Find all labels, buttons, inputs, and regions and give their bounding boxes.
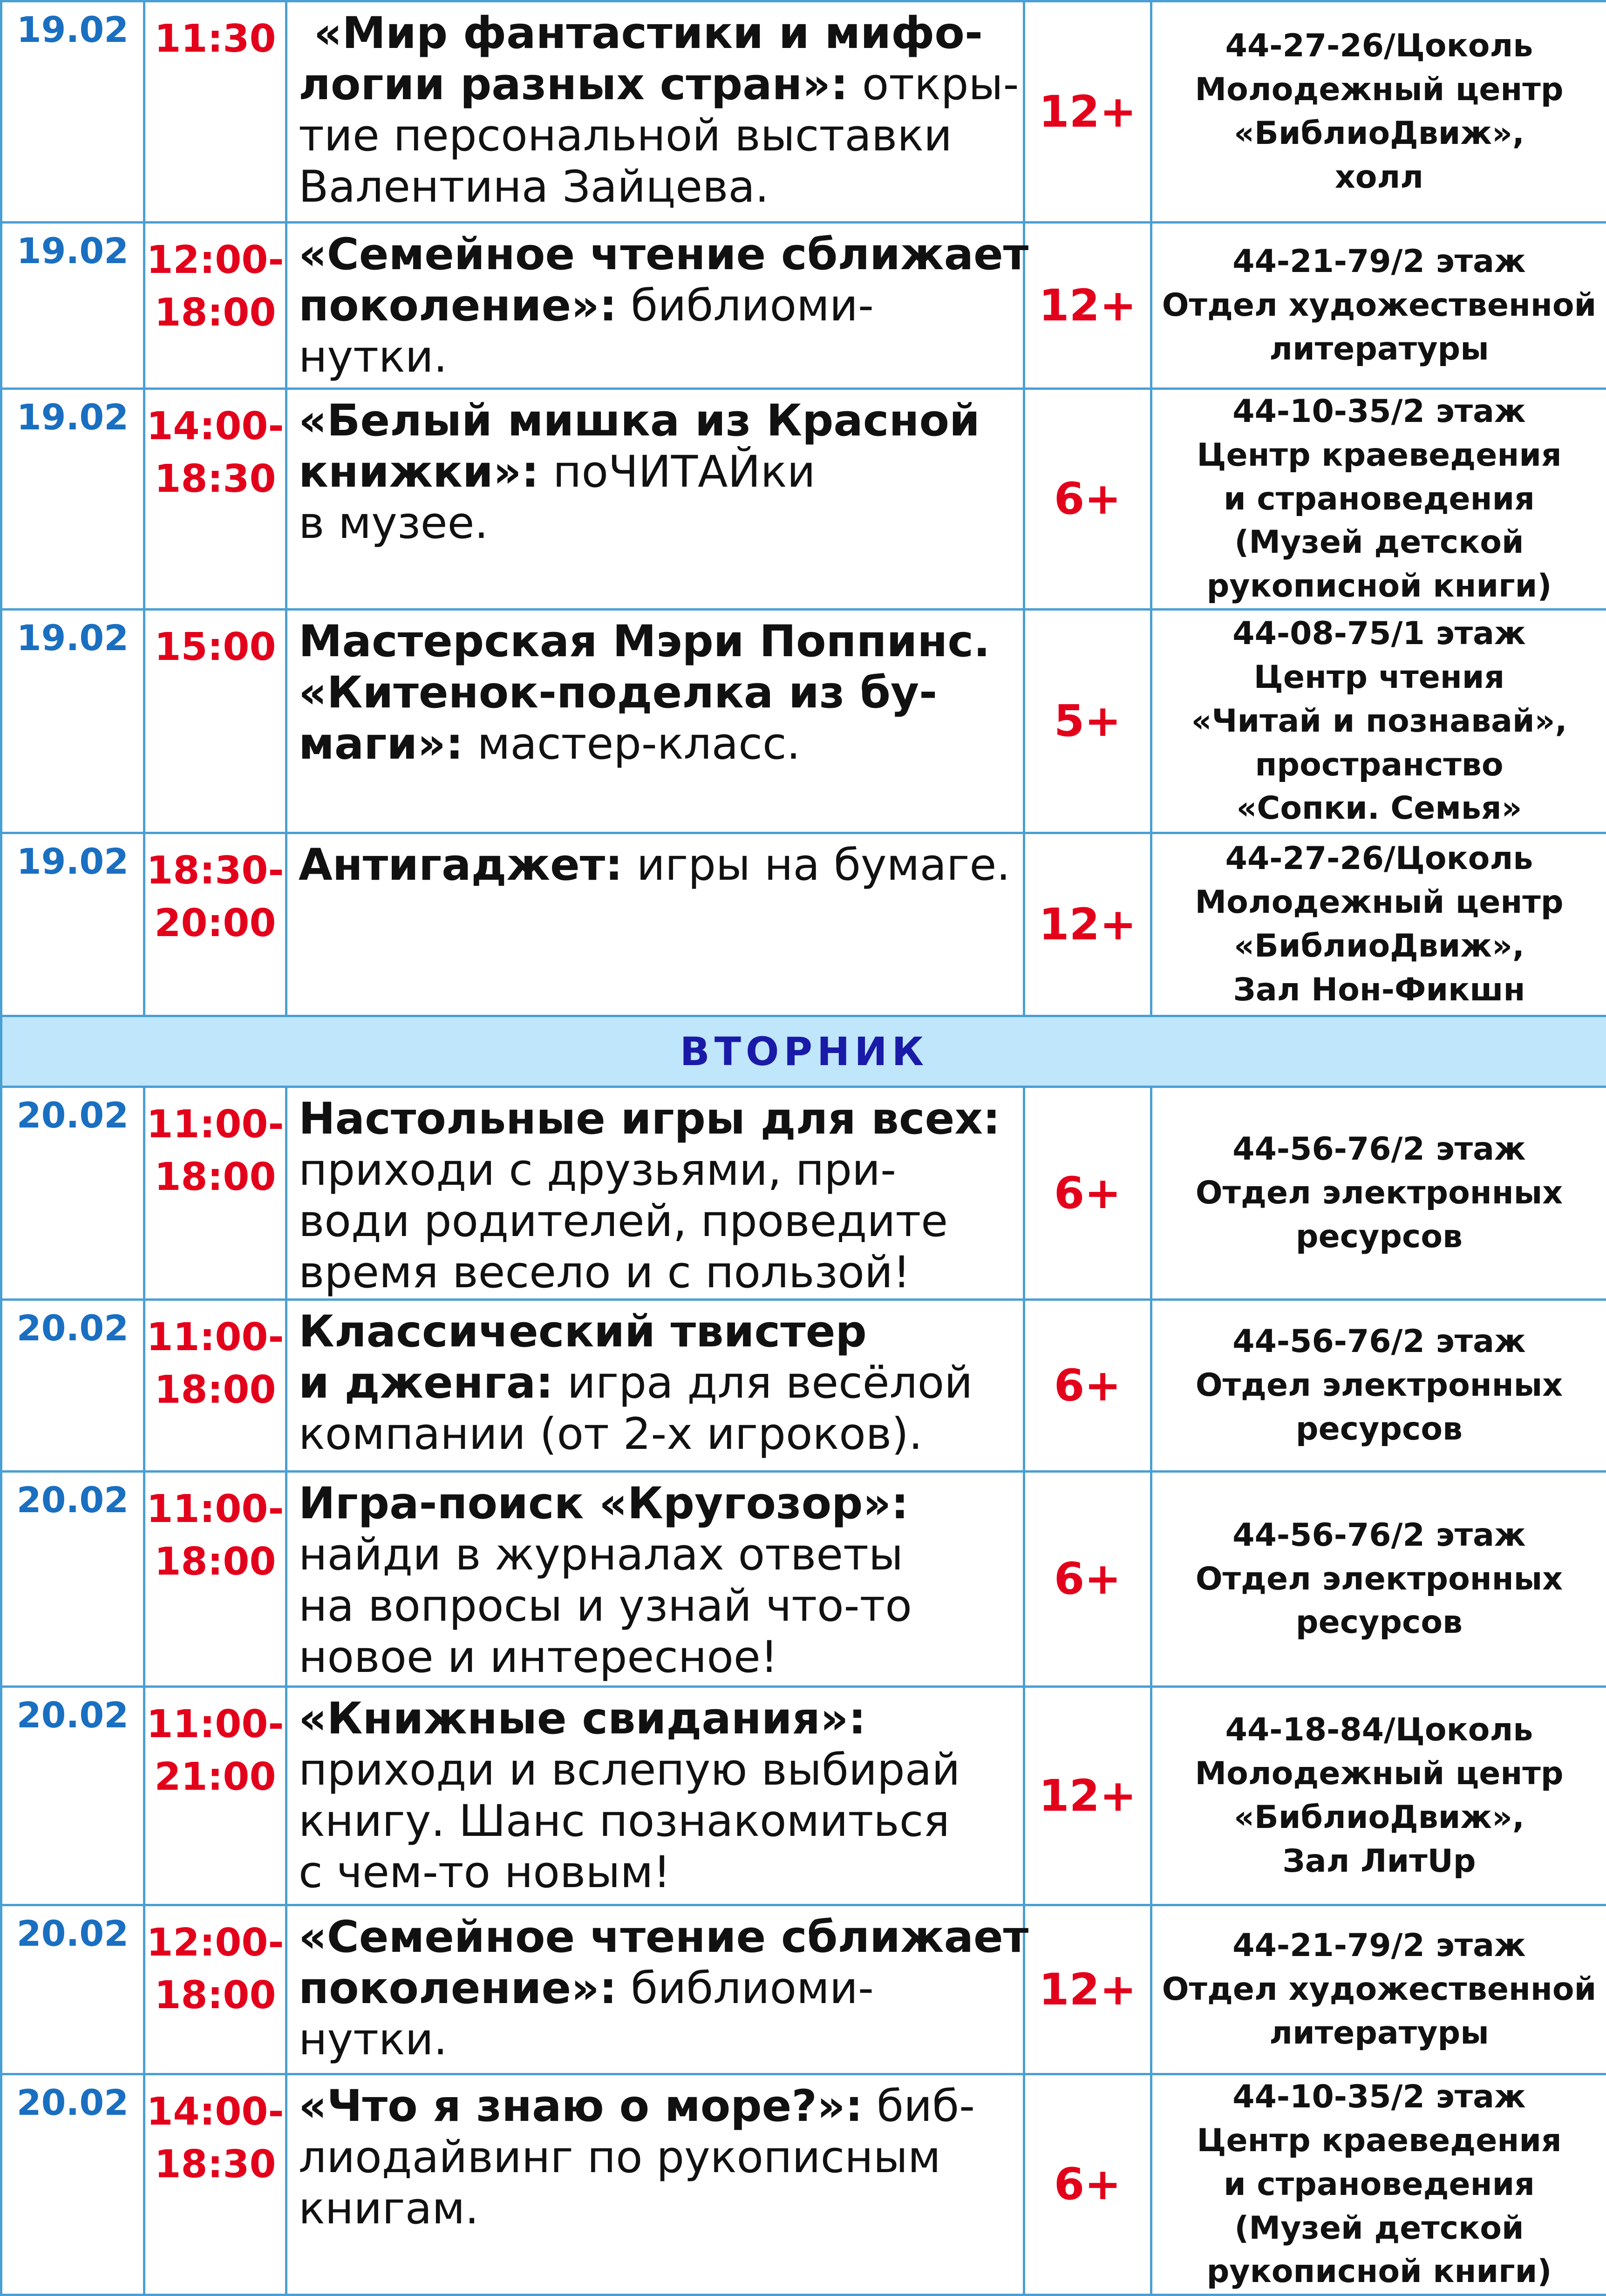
age-rating: 6+ — [1024, 1472, 1151, 1687]
event-location-line: ресурсов — [1152, 1215, 1606, 1259]
event-description: нутки. — [299, 2014, 448, 2065]
age-rating: 12+ — [1024, 1687, 1151, 1905]
event-location-line: 44-21-79/2 этаж — [1152, 240, 1606, 284]
event-location-line: и страноведения — [1152, 2163, 1606, 2207]
event-title-bold: книжки»: — [299, 447, 539, 497]
event-title — [286, 1472, 1024, 1687]
event-title-line — [299, 1529, 1018, 1581]
event-location — [1151, 2074, 1606, 2295]
event-location-line: «Сопки. Семья» — [1152, 787, 1606, 830]
event-title — [286, 1, 1024, 223]
event-time-line: 11:00- — [145, 1698, 285, 1751]
schedule-row — [1, 833, 1606, 1016]
event-description: книгам. — [299, 2183, 479, 2234]
event-time-line: 18:30- — [145, 844, 285, 897]
event-location-line: литературы — [1152, 327, 1606, 371]
event-title-line — [299, 2132, 1018, 2183]
event-description: игра для весёлой — [553, 1358, 973, 1408]
event-title-bold: «Семейное чтение сближает — [299, 229, 1028, 280]
event-location-line: 44-27-26/Цоколь — [1152, 837, 1606, 881]
event-location — [1151, 1905, 1606, 2074]
event-location-line: Отдел электронных — [1152, 1557, 1606, 1601]
event-description: води родителей, проведите — [299, 1196, 948, 1247]
event-title-line — [299, 1693, 1018, 1745]
event-location-line: «БиблиоДвиж», — [1152, 1796, 1606, 1840]
event-description: Валентина Зайцева. — [299, 162, 769, 212]
event-title — [286, 1087, 1024, 1300]
age-rating: 12+ — [1024, 1905, 1151, 2074]
event-location-line: Молодежный центр — [1152, 881, 1606, 924]
event-time — [144, 389, 286, 610]
event-description: в музее. — [299, 498, 488, 549]
event-date: 20.02 — [1, 1687, 144, 1905]
event-title-line — [299, 1796, 1018, 1847]
event-time — [144, 1472, 286, 1687]
schedule-row — [1, 1472, 1606, 1687]
event-title-bold: «Белый мишка из Красной — [299, 395, 980, 446]
event-title-bold: поколение»: — [299, 1963, 617, 2014]
event-description: мастер-класс. — [463, 719, 801, 769]
event-time-line: 12:00- — [145, 234, 285, 286]
event-location-line: 44-27-26/Цоколь — [1152, 24, 1606, 68]
event-description: нутки. — [299, 332, 448, 382]
event-title-line — [299, 719, 1018, 770]
event-location-line: ресурсов — [1152, 1601, 1606, 1644]
event-description: лиодайвинг по рукописным — [299, 2132, 941, 2183]
schedule-row — [1, 389, 1606, 610]
event-location-line: Отдел электронных — [1152, 1171, 1606, 1215]
event-time-line: 18:00 — [145, 1364, 285, 1416]
event-location-line: рукописной книги) — [1152, 2250, 1606, 2294]
event-location — [1151, 223, 1606, 389]
event-time — [144, 223, 286, 389]
event-location-line: 44-10-35/2 этаж — [1152, 390, 1606, 434]
event-location-line: Зал ЛитUp — [1152, 1840, 1606, 1883]
schedule-row — [1, 1, 1606, 223]
event-location — [1151, 833, 1606, 1016]
event-title-line — [299, 667, 1018, 719]
event-title-line — [299, 332, 1018, 383]
event-title-line — [299, 1358, 1018, 1409]
event-title-line — [299, 280, 1018, 332]
event-time-line: 15:00 — [145, 621, 285, 673]
age-rating: 6+ — [1024, 2074, 1151, 2295]
event-time — [144, 1087, 286, 1300]
event-time — [144, 2074, 286, 2295]
event-title-bold: поколение»: — [299, 280, 617, 331]
age-rating: 6+ — [1024, 1087, 1151, 1300]
event-title — [286, 1300, 1024, 1472]
event-title-bold: «Книжные свидания»: — [299, 1693, 866, 1744]
event-location-line: Центр краеведения — [1152, 434, 1606, 477]
event-title-bold: Мастерская Мэри Поппинс. — [299, 616, 990, 667]
event-title — [286, 610, 1024, 833]
event-time-line: 18:00 — [145, 286, 285, 339]
event-title-line — [299, 110, 1018, 162]
event-title-line — [299, 1963, 1018, 2014]
event-location-line: Отдел электронных — [1152, 1364, 1606, 1407]
event-description: книгу. Шанс познакомиться — [299, 1796, 950, 1847]
event-time — [144, 1905, 286, 2074]
event-title-bold: «Что я знаю о море?»: — [299, 2081, 863, 2132]
event-date: 19.02 — [1, 610, 144, 833]
age-rating: 12+ — [1024, 223, 1151, 389]
event-title-bold: Игра-поиск «Кругозор»: — [299, 1478, 909, 1529]
event-description: поЧИТАЙки — [539, 447, 816, 497]
event-location — [1151, 1472, 1606, 1687]
schedule-row — [1, 1300, 1606, 1472]
event-location-line: 44-56-76/2 этаж — [1152, 1514, 1606, 1557]
event-title-line — [299, 447, 1018, 498]
event-title-line — [299, 395, 1018, 447]
event-title-line — [299, 1196, 1018, 1247]
event-date: 20.02 — [1, 2074, 144, 2295]
event-location-line: 44-21-79/2 этаж — [1152, 1924, 1606, 1968]
event-time-line: 18:00 — [145, 1969, 285, 2022]
event-title-line — [299, 1094, 1018, 1145]
event-title-line — [299, 498, 1018, 549]
age-rating: 12+ — [1024, 833, 1151, 1016]
event-title-line — [299, 1745, 1018, 1796]
schedule-row — [1, 2074, 1606, 2295]
event-title-line — [299, 8, 1018, 59]
event-location — [1151, 1300, 1606, 1472]
event-description: компании (от 2-х игроков). — [299, 1409, 923, 1460]
event-title-bold: логии разных стран»: — [299, 59, 848, 110]
event-date: 19.02 — [1, 223, 144, 389]
event-title-line — [299, 1847, 1018, 1898]
event-location-line: и страноведения — [1152, 477, 1606, 521]
event-title-line — [299, 2081, 1018, 2132]
event-location-line: «Читай и познавай», — [1152, 700, 1606, 743]
event-time — [144, 1300, 286, 1472]
event-location — [1151, 1, 1606, 223]
event-description: время весело и с пользой! — [299, 1247, 911, 1298]
event-title-line — [299, 840, 1018, 891]
event-location-line: литературы — [1152, 2011, 1606, 2055]
event-title — [286, 833, 1024, 1016]
schedule-rows-day-2 — [1, 1087, 1606, 2295]
event-time-line: 18:30 — [145, 453, 285, 505]
event-location-line: холл — [1152, 156, 1606, 199]
event-time-line: 11:00- — [145, 1098, 285, 1151]
event-title — [286, 223, 1024, 389]
event-time-line: 18:00 — [145, 1151, 285, 1203]
event-title — [286, 2074, 1024, 2295]
event-title-line — [299, 616, 1018, 667]
event-title — [286, 389, 1024, 610]
schedule-rows-day-1 — [1, 1, 1606, 1016]
age-rating: 6+ — [1024, 389, 1151, 610]
event-title-bold: Настольные игры для всех: — [299, 1094, 1000, 1144]
event-title-bold: Антигаджет: — [299, 840, 623, 890]
event-description: откры- — [848, 59, 1019, 110]
event-time-line: 11:30 — [145, 13, 285, 65]
schedule-row — [1, 610, 1606, 833]
event-location-line: Молодежный центр — [1152, 1752, 1606, 1796]
event-location-line: 44-18-84/Цоколь — [1152, 1708, 1606, 1752]
event-title-line — [299, 1247, 1018, 1298]
event-location-line: Центр краеведения — [1152, 2119, 1606, 2163]
event-description: биб- — [863, 2081, 975, 2132]
schedule-row — [1, 1905, 1606, 2074]
schedule-row — [1, 1687, 1606, 1905]
event-date: 20.02 — [1, 1472, 144, 1687]
event-location-line: Отдел художественной — [1152, 284, 1606, 327]
day-header-section — [1, 1016, 1606, 1087]
event-description: с чем-то новым! — [299, 1847, 671, 1898]
event-time-line: 18:00 — [145, 1535, 285, 1588]
event-title-line — [299, 1306, 1018, 1358]
event-location-line: Отдел художественной — [1152, 1968, 1606, 2011]
day-header-row — [1, 1016, 1606, 1087]
event-time-line: 20:00 — [145, 897, 285, 950]
event-location-line: 44-56-76/2 этаж — [1152, 1128, 1606, 1171]
event-location-line: Центр чтения — [1152, 656, 1606, 700]
event-location-line: (Музей детской — [1152, 2207, 1606, 2250]
event-location-line: 44-08-75/1 этаж — [1152, 612, 1606, 656]
event-location-line: Молодежный центр — [1152, 68, 1606, 112]
event-location-line: «БиблиоДвиж», — [1152, 112, 1606, 156]
age-rating: 6+ — [1024, 1300, 1151, 1472]
event-location — [1151, 389, 1606, 610]
event-title-line — [299, 2183, 1018, 2235]
event-title-line — [299, 1632, 1018, 1683]
event-title-bold: «Семейное чтение сближает — [299, 1912, 1028, 1963]
event-time-line: 18:30 — [145, 2138, 285, 2191]
event-title-line — [299, 2014, 1018, 2065]
event-title-line — [299, 1912, 1018, 1963]
event-title-bold: «Мир фантастики и мифо- — [299, 8, 983, 59]
event-location — [1151, 1087, 1606, 1300]
event-title — [286, 1905, 1024, 2074]
event-date: 20.02 — [1, 1300, 144, 1472]
event-time-line: 14:00- — [145, 400, 285, 453]
event-title-line — [299, 1145, 1018, 1196]
event-location-line: рукописной книги) — [1152, 564, 1606, 608]
event-location — [1151, 1687, 1606, 1905]
event-description: библиоми- — [617, 1963, 874, 2014]
event-description: новое и интересное! — [299, 1632, 778, 1683]
event-title-bold: «Китенок-поделка из бу- — [299, 667, 937, 718]
event-title-line — [299, 59, 1018, 110]
day-header: ВТОРНИК — [1, 1016, 1606, 1087]
event-location-line: 44-56-76/2 этаж — [1152, 1320, 1606, 1364]
event-time — [144, 1687, 286, 1905]
event-time-line: 21:00 — [145, 1751, 285, 1803]
event-title-line — [299, 1409, 1018, 1460]
age-rating: 5+ — [1024, 610, 1151, 833]
event-time-line: 14:00- — [145, 2085, 285, 2138]
event-location-line: 44-10-35/2 этаж — [1152, 2075, 1606, 2119]
event-title-line — [299, 162, 1018, 213]
event-time-line: 11:00- — [145, 1483, 285, 1535]
event-time — [144, 1, 286, 223]
event-description: на вопросы и узнай что-то — [299, 1581, 912, 1631]
event-title-line — [299, 229, 1018, 280]
event-title-line — [299, 1478, 1018, 1529]
event-location-line: пространство — [1152, 743, 1606, 787]
event-title-bold: маги»: — [299, 719, 463, 769]
event-location-line: «БиблиоДвиж», — [1152, 924, 1606, 968]
event-date: 19.02 — [1, 1, 144, 223]
event-time — [144, 833, 286, 1016]
event-description: тие персональной выставки — [299, 110, 952, 161]
event-description: приходи и вслепую выбирай — [299, 1745, 960, 1795]
event-time-line: 12:00- — [145, 1916, 285, 1969]
event-title-bold: Классический твистер — [299, 1306, 867, 1357]
event-title-bold: и дженга: — [299, 1358, 553, 1408]
event-date: 19.02 — [1, 389, 144, 610]
event-location-line: Зал Нон-Фикшн — [1152, 968, 1606, 1012]
event-description: приходи с друзьями, при- — [299, 1145, 896, 1196]
event-location-line: ресурсов — [1152, 1407, 1606, 1451]
event-time-line: 11:00- — [145, 1311, 285, 1364]
event-date: 20.02 — [1, 1087, 144, 1300]
event-location — [1151, 610, 1606, 833]
event-description: найди в журналах ответы — [299, 1529, 903, 1580]
event-date: 19.02 — [1, 833, 144, 1016]
event-date: 20.02 — [1, 1905, 144, 2074]
event-description: игры на бумаге. — [623, 840, 1010, 890]
event-time — [144, 610, 286, 833]
event-description: библиоми- — [617, 280, 874, 331]
schedule-row — [1, 223, 1606, 389]
event-title-line — [299, 1581, 1018, 1632]
event-title — [286, 1687, 1024, 1905]
event-location-line: (Музей детской — [1152, 521, 1606, 564]
schedule-row — [1, 1087, 1606, 1300]
age-rating: 12+ — [1024, 1, 1151, 223]
